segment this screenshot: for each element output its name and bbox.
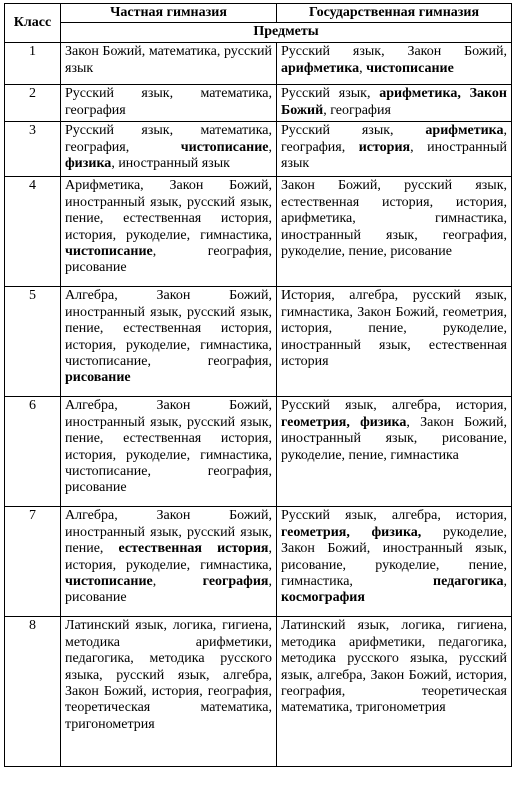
subject-text: , история, рукоделие, гимнастика, [65,541,272,573]
highlighted-subject: чистописание [65,244,153,260]
subject-text: , [359,60,367,76]
highlighted-subject: геометрия, физика [281,414,407,430]
subheader-row [5,23,512,43]
private-subjects-cell [61,85,277,122]
class-number: 6 [5,397,61,507]
table-row [5,507,512,617]
state-subjects-cell [277,177,512,287]
table-row [5,85,512,122]
subject-text: , [503,574,507,590]
subject-text: Латинский язык, логика, гигиена, методика арифметики, педагогика, методика русского языка, русский язык, алгебра, Закон Божий, история, география, теоретическая математика, тригонометрия [65,618,272,732]
subject-text: , география [323,102,391,118]
subject-text: Русский язык, математика, география [65,86,272,118]
header-row [5,4,512,23]
highlighted-subject: чистописание [180,139,269,155]
subject-text: Русский язык, [281,86,380,102]
class-number: 3 [5,122,61,177]
private-subjects-cell [61,287,277,397]
subject-text: , [152,574,203,590]
subject-text: Алгебра, Закон Божий, иностранный язык, русский язык, пение, естественная история, история, рукоделие, гимнастика, чистописание, география, рисование [65,398,272,496]
header-class: Класс [5,4,61,43]
subject-text: Русский язык, математика, география, [65,123,272,155]
highlighted-subject: география [202,574,269,590]
state-subjects-cell [277,397,512,507]
highlighted-subject: естественная история [118,541,269,557]
subject-text: Русский язык, алгебра, история, [281,508,507,524]
highlighted-subject: арифметика [425,123,504,139]
highlighted-subject: история [358,139,411,155]
highlighted-subject: арифметика [281,60,360,76]
highlighted-subject: геометрия, физика, [281,524,422,540]
highlighted-subject: космография [281,590,365,606]
private-subjects-cell [61,507,277,617]
class-number: 8 [5,617,61,767]
subject-text: , рисование [65,574,272,606]
subject-text: , Закон Божий, иностранный язык, рисование, рукоделие, пение, гимнастика [281,414,507,463]
table-row [5,122,512,177]
class-number: 5 [5,287,61,397]
table-row [5,617,512,767]
subject-text: , география, [281,123,507,155]
subject-text: , иностранный язык [111,156,230,172]
subject-text: , география, рисование [65,244,272,276]
class-number: 2 [5,85,61,122]
state-subjects-cell [277,617,512,767]
subject-text: Алгебра, Закон Божий, иностранный язык, русский язык, пение, естественная история, история, рукоделие, гимнастика, чистописание, география, [65,288,272,370]
table-body [5,43,512,767]
subject-text: Закон Божий, математика, русский язык [65,44,272,76]
highlighted-subject: чистописание [366,60,454,76]
subject-text: Русский язык, Закон Божий, [281,44,507,60]
highlighted-subject: педагогика [433,574,504,590]
subject-text: История, алгебра, русский язык, гимнастика, Закон Божий, геометрия, история, пение, рукоделие, иностранный язык, естественная история [281,288,507,370]
class-number: 4 [5,177,61,287]
state-subjects-cell [277,287,512,397]
subject-text: рукоделие, Закон Божий, иностранный язык, рисование, рукоделие, пение, гимнастика, [281,524,507,590]
table-row [5,287,512,397]
subject-text: Латинский язык, логика, гигиена, методика арифметики, педагогика, методика русского языка, русский язык, алгебра, Закон Божий, история, география, теоретическая математика, тригонометрия [281,618,507,716]
state-subjects-cell [277,507,512,617]
subject-text: Русский язык, [281,123,426,139]
curriculum-table [4,3,512,767]
table-row [5,177,512,287]
highlighted-subject: физика [65,156,112,172]
header-subjects: Предметы [61,23,512,43]
private-subjects-cell [61,397,277,507]
state-subjects-cell [277,43,512,85]
subject-text: Русский язык, алгебра, история, [281,398,507,414]
subject-text: , иностранный язык [281,139,508,172]
private-subjects-cell [61,177,277,287]
private-subjects-cell [61,617,277,767]
subject-text: , [268,139,272,155]
highlighted-subject: чистописание [65,574,153,590]
header-private-gymnasium: Частная гимназия [61,4,277,23]
state-subjects-cell [277,122,512,177]
class-number: 1 [5,43,61,85]
header-state-gymnasium: Государственная гимназия [277,4,512,23]
table-row [5,43,512,85]
highlighted-subject: арифметика, Закон Божий [281,86,507,118]
highlighted-subject: рисование [65,370,131,386]
subject-text: Алгебра, Закон Божий, иностранный язык, русский язык, пение, [65,508,272,557]
subject-text: Арифметика, Закон Божий, иностранный язык, русский язык, пение, естественная история, история, рукоделие, гимнастика, [65,178,272,243]
state-subjects-cell [277,85,512,122]
table-row [5,397,512,507]
private-subjects-cell [61,122,277,177]
private-subjects-cell [61,43,277,85]
subject-text: Закон Божий, русский язык, естественная история, история, арифметика, гимнастика, иностранный язык, география, рукоделие, пение, рисование [281,178,507,260]
class-number: 7 [5,507,61,617]
